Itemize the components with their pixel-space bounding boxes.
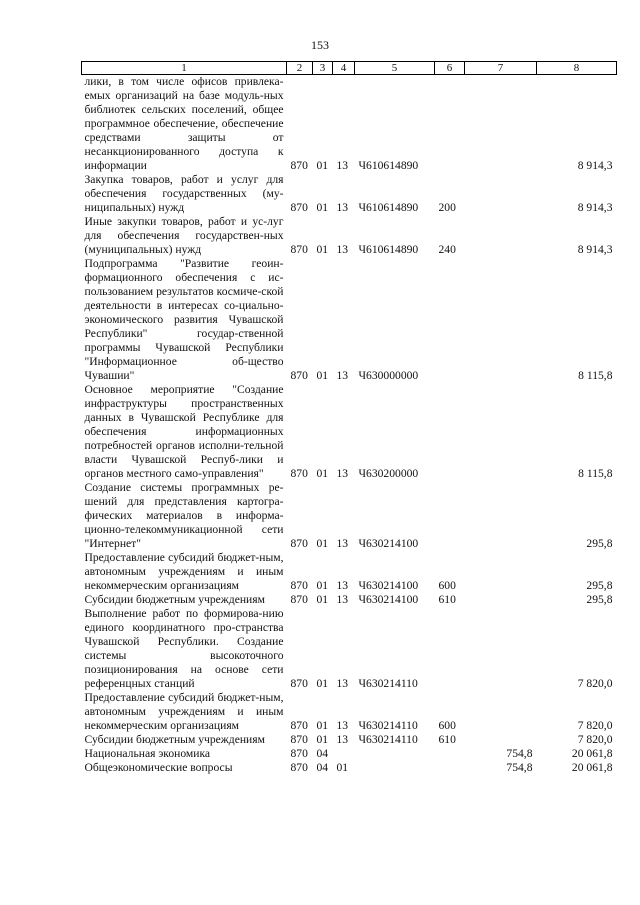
row-value-col8: 8 914,3 (577, 159, 613, 172)
row-expense-type: 610 (438, 593, 456, 606)
header-cell: 1 (82, 62, 287, 75)
row-value-col8: 8 115,8 (578, 467, 613, 480)
row-target-article: Ч630214100 (358, 579, 419, 592)
row-admin-code: 870 (290, 467, 308, 480)
table-header-row (82, 62, 617, 75)
row-expense-type: 240 (438, 243, 456, 256)
table-row (82, 691, 617, 733)
row-admin-code: 870 (290, 719, 308, 732)
row-target-article (355, 747, 435, 761)
row-expense-type: 610 (438, 733, 456, 746)
row-target-article: Ч630214110 (358, 733, 418, 746)
row-section: 01 (316, 579, 329, 592)
table-row (82, 733, 617, 747)
row-section: 01 (316, 733, 329, 746)
header-cell: 4 (333, 62, 355, 75)
row-value-col8: 8 914,3 (577, 243, 613, 256)
row-subsection: 13 (336, 243, 349, 256)
header-cell: 3 (313, 62, 333, 75)
table-row (82, 607, 617, 691)
row-section: 01 (316, 243, 329, 256)
row-subsection: 13 (336, 733, 349, 746)
row-value-col8: 8 115,8 (578, 369, 613, 382)
row-section: 01 (316, 159, 329, 172)
row-expense-type (435, 747, 465, 761)
row-admin-code: 870 (290, 733, 308, 746)
row-subsection: 13 (336, 719, 349, 732)
row-admin-code: 870 (290, 747, 308, 760)
row-value-col7 (465, 481, 537, 551)
header-cell: 8 (537, 62, 617, 75)
row-expense-type (435, 257, 465, 383)
row-description: Национальная экономика (84, 747, 211, 760)
row-value-col8: 8 914,3 (577, 201, 613, 214)
table-row (82, 593, 617, 607)
row-value-col8: 7 820,0 (577, 719, 613, 732)
row-description: Предоставление субсидий бюджет-ным, автономным учреждениям и иным некоммерческим организациям (84, 691, 284, 732)
row-value-col7 (465, 607, 537, 691)
row-description: Предоставление субсидий бюджет-ным, автономным учреждениям и иным некоммерческим организациям (84, 551, 284, 592)
header-cell: 2 (287, 62, 313, 75)
row-admin-code: 870 (290, 159, 308, 172)
row-description: Основное мероприятие "Создание инфраструктуры пространственных данных в Чувашской Республике для обеспечения информационных потребностей органов исполни-тельной власти Чувашской Респуб-лики и органов местного само-управления" (84, 383, 284, 480)
row-value-col7 (465, 593, 537, 607)
row-target-article: Ч630200000 (358, 467, 419, 480)
budget-table (81, 61, 617, 775)
row-value-col8: 295,8 (586, 537, 613, 550)
row-expense-type: 200 (438, 201, 456, 214)
row-subsection: 13 (336, 579, 349, 592)
row-value-col7: 754,8 (506, 747, 533, 760)
row-value-col7 (465, 75, 537, 174)
row-value-col8: 20 061,8 (571, 747, 613, 760)
row-admin-code: 870 (290, 593, 308, 606)
row-section: 04 (316, 747, 329, 760)
row-value-col7 (465, 383, 537, 481)
row-target-article: Ч610614890 (358, 159, 419, 172)
row-subsection: 13 (336, 593, 349, 606)
row-expense-type (435, 75, 465, 174)
row-value-col7 (465, 257, 537, 383)
row-expense-type (435, 481, 465, 551)
row-admin-code: 870 (290, 201, 308, 214)
row-section: 01 (316, 369, 329, 382)
row-value-col7 (465, 215, 537, 257)
row-target-article: Ч630000000 (358, 369, 419, 382)
row-admin-code: 870 (290, 369, 308, 382)
row-value-col8: 295,8 (586, 593, 613, 606)
header-cell: 7 (465, 62, 537, 75)
table-row (82, 257, 617, 383)
row-section: 01 (316, 719, 329, 732)
table-row (82, 551, 617, 593)
row-value-col8: 295,8 (586, 579, 613, 592)
row-subsection: 01 (336, 761, 349, 774)
row-subsection: 13 (336, 159, 349, 172)
row-subsection: 13 (336, 677, 349, 690)
row-target-article (355, 761, 435, 775)
row-value-col7 (465, 551, 537, 593)
row-description: Выполнение работ по формирова-нию единого координатного про-странства Чувашской Республики. Создание системы высокоточного позиционирования на основе сети референцных станций (84, 607, 284, 690)
row-expense-type: 600 (438, 719, 456, 732)
row-expense-type (435, 761, 465, 775)
row-value-col8: 7 820,0 (577, 677, 613, 690)
row-section: 01 (316, 467, 329, 480)
row-description: лики, в том числе офисов привлека-емых организаций на базе модуль-ных библиотек сельских поселений, общее программное обеспечение, обеспечение средствами защиты от несанкционированного доступа к информации (84, 75, 284, 172)
row-section: 01 (316, 201, 329, 214)
row-section: 01 (316, 537, 329, 550)
table-row (82, 481, 617, 551)
row-admin-code: 870 (290, 677, 308, 690)
row-target-article: Ч630214100 (358, 537, 419, 550)
table-row (82, 173, 617, 215)
row-expense-type (435, 607, 465, 691)
row-target-article: Ч610614890 (358, 201, 419, 214)
row-value-col7 (465, 733, 537, 747)
row-section: 01 (316, 593, 329, 606)
row-value-col8: 7 820,0 (577, 733, 613, 746)
row-description: Создание системы программных ре-шений для представления картогра-фических материалов в информа-ционно-телекоммуникационной сети "Интернет" (84, 481, 284, 550)
row-admin-code: 870 (290, 537, 308, 550)
page-number: 153 (311, 38, 329, 52)
row-expense-type (435, 383, 465, 481)
row-description: Подпрограмма "Развитие геоин-формационного обеспечения с ис-пользованием результатов космиче-ской деятельности в интересах со-циально-экономического развития Чувашской Республики" государ-ственной программы Чувашской Республики "Информационное об-щество Чувашии" (84, 257, 284, 382)
header-cell: 6 (435, 62, 465, 75)
row-description: Общеэкономические вопросы (84, 761, 233, 774)
row-section: 04 (316, 761, 329, 774)
table-row (82, 215, 617, 257)
table-row (82, 383, 617, 481)
row-target-article: Ч630214100 (358, 593, 419, 606)
row-value-col8: 20 061,8 (571, 761, 613, 774)
header-cell: 5 (355, 62, 435, 75)
row-subsection (333, 747, 355, 761)
row-subsection: 13 (336, 369, 349, 382)
row-description: Иные закупки товаров, работ и ус-луг для обеспечения государствен-ных (муниципальных) нужд (84, 215, 284, 256)
row-section: 01 (316, 677, 329, 690)
row-subsection: 13 (336, 467, 349, 480)
row-admin-code: 870 (290, 761, 308, 774)
row-description: Субсидии бюджетным учреждениям (84, 593, 265, 606)
row-subsection: 13 (336, 201, 349, 214)
row-value-col7 (465, 691, 537, 733)
row-value-col7: 754,8 (506, 761, 533, 774)
table-row (82, 761, 617, 775)
row-expense-type: 600 (438, 579, 456, 592)
row-admin-code: 870 (290, 243, 308, 256)
table-row (82, 747, 617, 761)
row-value-col7 (465, 173, 537, 215)
row-admin-code: 870 (290, 579, 308, 592)
row-description: Субсидии бюджетным учреждениям (84, 733, 265, 746)
row-target-article: Ч630214110 (358, 719, 418, 732)
table-row (82, 75, 617, 174)
row-target-article: Ч610614890 (358, 243, 419, 256)
row-target-article: Ч630214110 (358, 677, 418, 690)
row-subsection: 13 (336, 537, 349, 550)
row-description: Закупка товаров, работ и услуг для обеспечения государственных (му-ниципальных) нужд (84, 173, 284, 214)
